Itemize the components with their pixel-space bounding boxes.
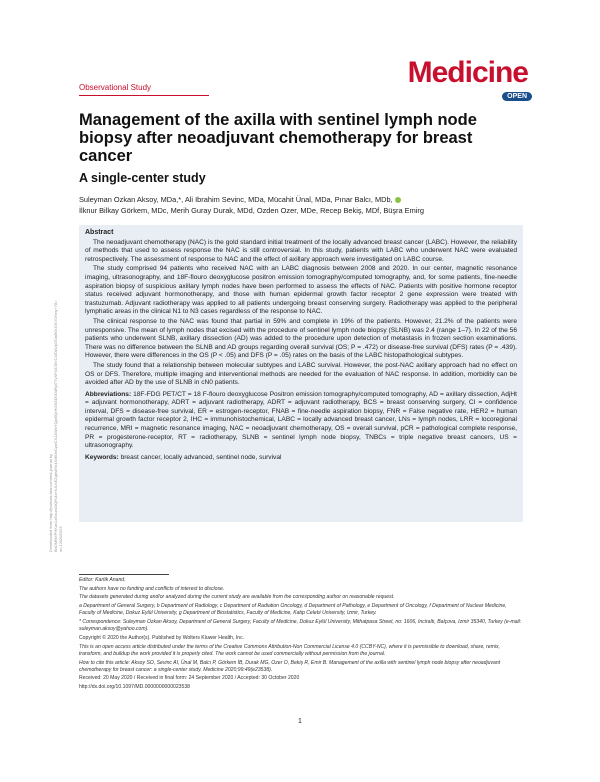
abstract-paragraph: The study comprised 94 patients who received NAC with an LABC diagnosis between 2008 and 2020. In our center, magnetic resonance imaging, ultrasonography, and 18F-flouro deoxyglucose positron emission tomography/computed tomography, and, for some patients, fine-needle aspiration biopsy of suspicious axillary lymph nodes have been performed to assess the effects of NAC. Patients with positive hormone receptor status received adjuvant hormonotherapy, and those with human epidermal growth factor receptor 2 gene expression were treated with trastuzumab. Adjuvant radiotherapy was applied to all patients undergoing breast conserving surgery. Radiotherapy was applied to the peripheral lymphatic areas in the clinical N1 to N3 cases regardless of the response to NAC. xyxy=(85,265,517,316)
abstract-paragraph: The study found that a relationship between molecular subtypes and LABC survival. However, the post-NAC axillary approach had no effect on OS or DFS. Therefore, multiple imaging and interventional methods are needed for the evaluation of NAC response. In addition, morbidity can be avoided after AD by the use of SLNB in cN0 patients. xyxy=(85,361,517,387)
footnote-funding: The authors have no funding and conflicts of interest to disclose. xyxy=(79,585,225,592)
footnote-copyright: Copyright © 2020 the Author(s). Published by Wolters Kluwer Health, Inc. xyxy=(79,634,245,641)
footnote-doi[interactable]: http://dx.doi.org/10.1097/MD.0000000000023538 xyxy=(79,684,191,691)
footnote-dates: Received: 20 May 2020 / Received in final form: 24 September 2020 / Accepted: 30 October 2020 xyxy=(79,675,300,682)
article-subtitle: A single-center study xyxy=(79,171,206,185)
footnote-affiliations: a Department of General Surgery, b Department of Radiology, c Department of Radiation Oncology, d Department of Pathology, e Department of Oncology, f Department of Nuclear Medicine, Faculty of Medicine, Dokuz Eylül University, g Department of Biostatistics, Faculty of Medicine, Katip Celebi University, Izmir, Turkey. xyxy=(79,603,507,617)
section-label: Observational Study xyxy=(79,83,152,92)
authors-line-2: İlknur Bilkay Görkem, MDc, Merih Guray Durak, MDd, Ozden Ozer, MDe, Recep Bekiş, MDf, Büşra Emirg xyxy=(79,206,424,215)
footnote-editor: Editor: Kartik Anand. xyxy=(79,577,126,583)
section-label-rule xyxy=(79,95,209,96)
keywords-label: Keywords: xyxy=(85,453,119,461)
authors-line-1 xyxy=(79,194,529,205)
footnote-data: The datasets generated during and/or analyzed during the current study are available from the corresponding author on reasonable request. xyxy=(79,594,395,601)
keywords xyxy=(85,454,517,463)
abstract-box xyxy=(79,225,523,522)
open-access-badge: OPEN xyxy=(502,92,532,101)
abbreviations-text: 18F-FDG PET/CT = 18 F-flouro deoxyglucose Positron emission tomography/computed tomography, AD = axillary dissection, AdjHt = adjuvant hormonotherapy, ADRT = adjuvant radiotherapy, ADRT = adjuvant radiotherapy, BCS = breast conserving surgery, CI = confidence interval, DFS = disease-free survival, ER = estrogen-receptor, FNAB = fine-needle aspiration biopsy, FNR = False negative rate, HER2 = human epidermal growth factor receptor 2, IHC = immunohistochemical, LABC = locally advanced breast cancer, LNs = lymph nodes, LRR = locoregional recurrence, MRI = magnetic resonance imaging, NAC = neoadjuvant chemotherapy, OS = overall survival, pCR = pathological complete response, PR = progesterone-receptor, RT = radiotherapy, SLNB = sentinel lymph node biopsy, TNBCs = triple negative breast cancers, US = ultrasonography. xyxy=(85,390,517,450)
download-watermark: Downloaded from http://journals.lww.com/md-journal by BhDMf5ePHKav1zEoum1tQfN4a+kJLhEZgbsIHo4XMi0hCywCX1AWnYQp/IlQrHD3i3D0OdRyi7TvSFl4Cf3VC4/OAVpDDa8KKGKV0Ymy+78= on 12/09/2023 xyxy=(48,300,63,552)
footnotes xyxy=(79,577,523,693)
footnote-citation: How to cite this article: Aksoy SO, Sevinc AI, Ünal M, Balcı P, Görkem İB, Durak MG, Ozer O, Bekiş R, Emir B. Management of the axilla with sentinel lymph node biopsy after neoadjuvant chemotherapy for breast cancer: a single-center study. Medicine 2020;99:49(e23538). xyxy=(79,659,501,673)
keywords-text: breast cancer, locally advanced, sentinel node, survival xyxy=(120,453,282,461)
footnote-rule xyxy=(79,574,169,575)
journal-logo: Medicine xyxy=(407,56,528,89)
abstract-paragraph: The clinical response to the NAC was found that partial in 59% and complete in 19% of the patients. However, 21.2% of the patients were unresponsive. The mean of lymph nodes that excised with the procedure of sentinel lymph node biopsy (SLNB) was 2.4 (range 1–7). In 22 of the 56 patients who underwent SLNB, axillary dissection (AD) was added to the procedure upon detection of metastasis in frozen section examinations. There was no difference between the SLNB and AD groups regarding overall survival (OS; P = .472) or disease-free survival (DFS) rates (P = .439). However, there were differences in the OS (P < .05) and DFS (P = .05) rates on the basis of the LABC histopathological subtypes. xyxy=(85,317,517,360)
authors-line-1-text: Suleyman Ozkan Aksoy, MDa,*, Ali Ibrahim Sevinc, MDa, Mücahit Ünal, MDa, Pınar Balcı, MDb, xyxy=(79,195,393,204)
abstract-paragraph: The neoadjuvant chemotherapy (NAC) is the gold standard initial treatment of the locally advanced breast cancer (LABC). However, the reliability of methods that used to assess response the NAC is still controversial. In this study, patients with LABC who underwent NAC were evaluated retrospectively. The assessment of response to NAC and the effect of axillary approach were investigated on LABC course. xyxy=(85,238,517,263)
orcid-icon[interactable] xyxy=(395,197,401,203)
abbreviations-label: Abbreviations: xyxy=(85,390,132,398)
abbreviations xyxy=(85,391,517,451)
abstract-heading: Abstract xyxy=(85,229,114,236)
footnote-correspondence: * Correspondence: Suleyman Ozkan Aksoy, Department of General Surgery, Faculty of Medicine, Dokuz Eylül University, Mithatpasa Street, no: 1606, Inciraltı, Balçova, Izmir 35340, Turkey (e-mail: suleyman.aksoy@yahoo.com). xyxy=(79,619,522,633)
author-list xyxy=(79,194,529,216)
page-number: 1 xyxy=(298,718,302,725)
article-title: Management of the axilla with sentinel lymph node biopsy after neoadjuvant chemotherapy for breast cancer xyxy=(79,111,477,165)
footnote-license: This is an open access article distributed under the terms of the Creative Commons Attribution-Non Commercial License 4.0 (CCBY-NC), where it is permissible to download, share, remix, transform, and buildup the work provided it is properly cited. The work cannot be used commercially without permission from the journal. xyxy=(79,643,500,657)
